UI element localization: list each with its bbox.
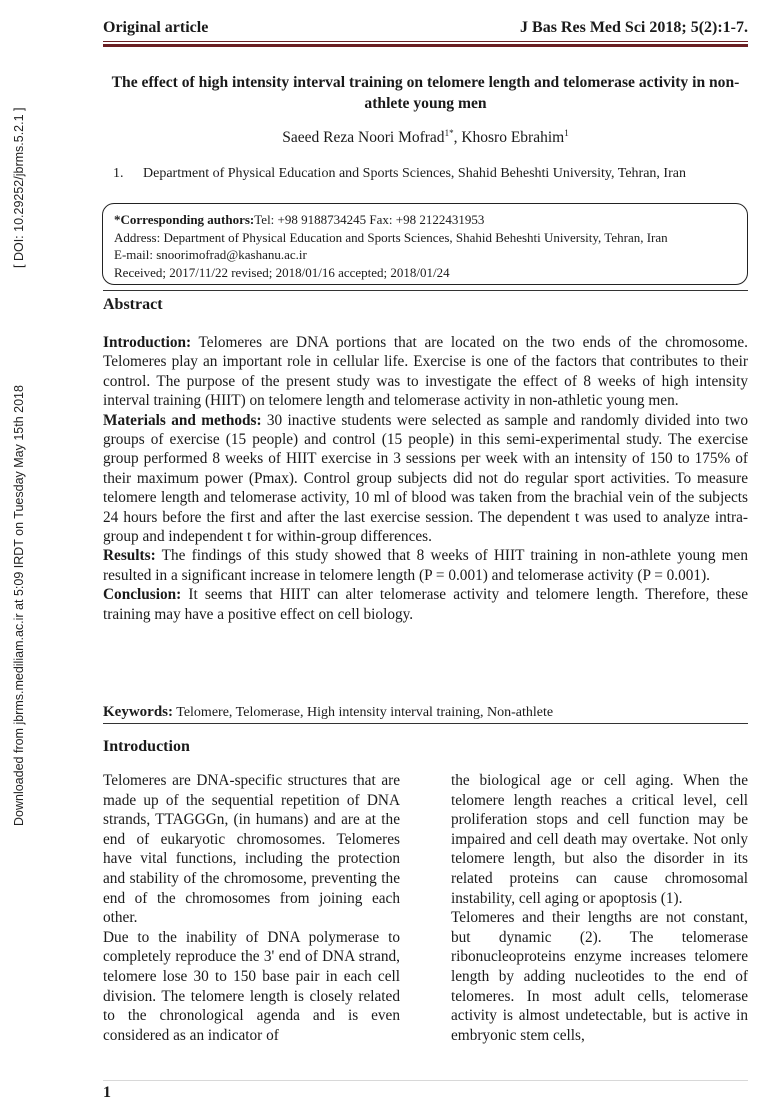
journal-citation: J Bas Res Med Sci 2018; 5(2):1-7. <box>520 19 748 36</box>
abstract-results <box>103 546 748 585</box>
introduction-heading: Introduction <box>103 738 190 755</box>
author-affil-mark: 1* <box>444 128 454 138</box>
corresponding-author-box <box>102 203 748 285</box>
abstract-introduction <box>103 333 748 411</box>
article-type: Original article <box>103 19 209 36</box>
section-label: Results: <box>103 547 156 565</box>
keywords-text: Telomere, Telomerase, High intensity interval training, Non-athlete <box>173 705 554 720</box>
affiliation <box>113 164 748 183</box>
paragraph: Telomeres and their lengths are not constant, but dynamic (2). The telomerase ribonucleoproteins enzyme increases telomere length by adding nucleotides to the end of telomeres. In most adult cells, telomerase activity is almost undetectable, but is active in embryonic stem cells, <box>451 909 748 1044</box>
paragraph: the biological age or cell aging. When the telomere length reaches a critical level, cell proliferation stops and cell function may be impaired and cell death may overtake. Not only telomere length, but also the disorder in its related proteins can cause chromosomal instability, cell aging or apoptosis (1). <box>451 772 748 907</box>
section-text: The findings of this study showed that 8 weeks of HIIT training in non-athlete young men resulted in a significant increase in telomere length (P = 0.001) and telomerase activity (P = 0.001). <box>103 547 748 584</box>
page-number: 1 <box>103 1084 111 1101</box>
author-name: Khosro Ebrahim <box>461 129 565 147</box>
abstract-methods <box>103 411 748 547</box>
paper-title: The effect of high intensity interval training on telomere length and telomerase activity in non-athlete young men <box>111 74 740 112</box>
corresponding-phone-fax: Tel: +98 9188734245 Fax: +98 2122431953 <box>254 212 485 227</box>
affiliation-text: Department of Physical Education and Sports Sciences, Shahid Beheshti University, Tehran, Iran <box>143 166 686 181</box>
footer-rule <box>103 1080 748 1081</box>
section-text: 30 inactive students were selected as sample and randomly divided into two groups of exercise (15 people) and control (15 people) in this semi-experimental study. The exercise group performed 8 weeks of HIIT exercise in 3 sessions per week with an intensity of 150 to 175% of their maximum power (Pmax). Control group subjects did not do regular sport activities. To measure telomere length and telomerase activity, 10 ml of blood was taken from the brachial vein of the subjects 24 hours before the first and after the last exercise session. The dependent t was used to analyze intra-group and independent t for within-group differences. <box>103 411 748 546</box>
abstract-heading: Abstract <box>103 296 163 313</box>
author-name: Saeed Reza Noori Mofrad <box>282 129 445 147</box>
text-column-right <box>451 771 748 1045</box>
abstract-body <box>103 333 748 624</box>
author-affil-mark: 1 <box>564 128 569 138</box>
section-label: Introduction: <box>103 334 192 351</box>
corresponding-email[interactable]: E-mail: snoorimofrad@kashanu.ac.ir <box>114 247 307 262</box>
header-rule-thick <box>103 44 748 47</box>
text-column-left <box>103 771 400 1045</box>
corresponding-contact-line <box>114 211 747 229</box>
download-watermark: Downloaded from jbrms.mediliam.ac.ir at 5:09 IRDT on Tuesday May 15th 2018 <box>12 385 26 826</box>
author-separator: , <box>453 129 462 147</box>
doi-watermark: [ DOI: 10.29252/jbrms.5.2.1 ] <box>12 107 26 268</box>
keywords-label: Keywords: <box>103 704 173 720</box>
header-rule-thin <box>103 41 748 42</box>
abstract-conclusion <box>103 585 748 624</box>
paragraph: Due to the inability of DNA polymerase to completely reproduce the 3' end of DNA strand, telomere lose 30 to 150 base pair in each cell division. The telomere length is closely related to the chronological agenda and is even considered as an indicator of <box>103 928 400 1044</box>
author-list <box>103 128 748 147</box>
keywords <box>103 704 748 724</box>
paragraph: Telomeres are DNA-specific structures that are made up of the sequential repetition of DNA strands, TTAGGGn, (in humans) and are at the end of eukaryotic chromosomes. Telomeres have vital functions, including the protection and stability of the chromosome, preventing the end of the chromosomes from joining each other. <box>103 772 400 927</box>
submission-dates: Received; 2017/11/22 revised; 2018/01/16 accepted; 2018/01/24 <box>114 264 450 280</box>
section-label: Materials and methods: <box>103 411 262 429</box>
section-text: It seems that HIIT can alter telomerase activity and telomere length. Therefore, these training may have a positive effect on cell biology. <box>103 586 748 623</box>
running-head <box>103 19 748 37</box>
corresponding-label: *Corresponding authors: <box>114 212 255 227</box>
abstract-rule <box>103 290 748 291</box>
section-text: Telomeres are DNA portions that are located on the two ends of the chromosome. Telomeres play an important role in cellular life. Exercise is one of the factors that contributes to their control. The purpose of the present study was to investigate the effect of 8 weeks of high intensity interval training (HIIT) on telomere length and telomerase activity in non-athletic young men. <box>103 334 748 410</box>
corresponding-address: Address: Department of Physical Education and Sports Sciences, Shahid Beheshti University, Tehran, Iran <box>114 229 668 245</box>
affiliation-number: 1. <box>113 166 124 181</box>
section-label: Conclusion: <box>103 586 182 604</box>
